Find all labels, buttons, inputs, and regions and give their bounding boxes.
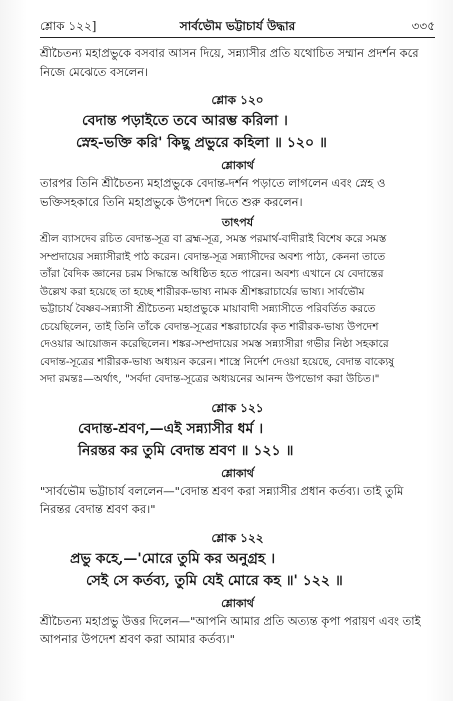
translation-line: আপনার উপদেশ শ্রবণ করা আমার কর্তব্য।" [40,632,235,646]
verse-122-translation [40,612,435,649]
intro-line: শ্রীচৈতন্য মহাপ্রভুকে বসবার আসন দিয়ে, সন্ন্যাসীর প্রতি যথোচিত সম্মান প্রদর্শন করে [40,46,419,60]
verse-line: প্রভু কহে,—'মোরে তুমি কর অনুগ্রহ । [70,550,276,567]
purport-line: ভট্টাচার্য বৈষ্ণব-সন্ন্যাসী শ্রীচৈতন্য মহাপ্রভুকে মায়াবাদী সন্ন্যাসীতে পরিবর্তিত করতে [40,303,376,315]
intro-paragraph [40,44,435,81]
verse-121-text [40,418,435,462]
purport-line: দেওয়ার আয়োজন করেছিলেন। শঙ্কর-সম্প্রদায়ের সমস্ত সন্ন্যাসীরা গভীর নিষ্ঠা সহকারে [40,338,389,350]
translation-line: ভক্তিসহকারে তিনি মহাপ্রভুকে উপদেশ দিতে শুরু করলেন। [40,194,303,209]
translation-line: নিরন্তর বেদান্ত শ্রবণ কর।" [40,502,156,516]
verse-line: সেই সে কর্তব্য, তুমি যেই মোরে কহ ॥' ১২২ ॥ [86,572,343,589]
page-content [40,44,435,649]
chapter-title: সার্বভৌম ভট্টাচার্য উদ্ধার [179,19,296,33]
translation-line: শ্রীচৈতন্য মহাপ্রভু উত্তর দিলেন—"আপনি আমার প্রতি অত্যন্ত কৃপা পরায়ণ এবং তাই [40,613,421,628]
purport-line: সম্প্রদায়ের সন্ন্যাসীরাই পাঠ করেন। বেদান্ত-সূত্র সন্ন্যাসীদের অবশ্য পাঠ্য, কেননা তাতে [40,250,386,263]
verse-121-translation [40,482,435,519]
page-header [40,16,435,36]
translation-line: "সার্বভৌম ভট্টাচার্য বললেন—"বেদান্ত শ্রবণ করা সন্ন্যাসীর প্রধান কর্তব্য। তাই তুমি [40,483,404,498]
intro-line: নিজে মেঝেতে বসলেন। [40,64,149,79]
purport-line: বেদান্ত-সূত্রের শারীরক-ভাষ্য অধ্যয়ন করেন। শাস্ত্রে নির্দেশ দেওয়া হয়েছে, বেদান্ত বাক্যেষু [40,355,395,368]
verse-120-translation-heading: শ্লোকার্থ [221,159,254,172]
verse-122-heading: শ্লোক ১২২ [211,530,264,545]
verse-121-heading: শ্লোক ১২১ [211,400,264,415]
verse-121-translation-heading: শ্লোকার্থ [221,466,254,480]
verse-line: বেদান্ত-শ্রবণ,—এই সন্ন্যাসীর ধর্ম । [78,420,264,437]
verse-120-text [40,110,435,154]
verse-line: নিরন্তর কর তুমি বেদান্ত শ্রবণ ॥ ১২১ ॥ [78,442,294,459]
header-rule [40,37,435,38]
verse-120-translation [40,174,435,211]
purport-line: সদা রমন্তঃ—অর্থাৎ, "সর্বদা বেদান্ত-সূত্রের অধ্যয়নের আনন্দ উপভোগ করা উচিত।" [40,373,380,385]
purport-line: শ্রীল ব্যাসদেব রচিত বেদান্ত-সূত্র বা ব্রহ্ম-সূত্র, সমস্ত পরমার্থ-বাদীরাই বিশেষ করে সমস্ত [40,233,387,245]
translation-line: তারপর তিনি শ্রীচৈতন্য মহাপ্রভুকে বেদান্ত-দর্শন পড়াতে লাগলেন এবং স্নেহ ও [40,176,386,190]
verse-122-text [40,548,435,592]
verse-122-translation-heading: শ্লোকার্থ [221,596,254,610]
purport-line: তাঁরা বৈদিক জ্ঞানের চরম সিদ্ধান্তে অধিষ্ঠিত হতে পারেন। অবশ্য এখানে যে বেদান্তের [40,268,384,280]
header-verse-ref: শ্লোক ১২২] [40,19,97,33]
verse-120-purport-heading: তাৎপর্য [221,216,254,229]
purport-line: উল্লেখ করা হয়েছে তা হচ্ছে শারীরক-ভাষ্য নামক শ্রীশঙ্করাচার্যের ভাষ্য। সার্বভৌম [40,285,365,298]
verse-line: বেদান্ত পড়াইতে তবে আরম্ভ করিলা । [82,113,288,129]
purport-line: চেয়েছিলেন, তাই তিনি তাঁকে বেদান্ত-সূত্রের শঙ্করাচার্যের কৃত শারীরক-ভাষ্য উপদেশ [40,320,379,333]
verse-120-heading: শ্লোক ১২০ [211,93,264,107]
verse-line: স্নেহ-ভক্তি করি' কিছু প্রভুরে কহিলা ॥ ১২০ ॥ [76,135,327,151]
page-number: ৩৩৫ [411,19,435,33]
verse-120-purport [40,231,435,389]
